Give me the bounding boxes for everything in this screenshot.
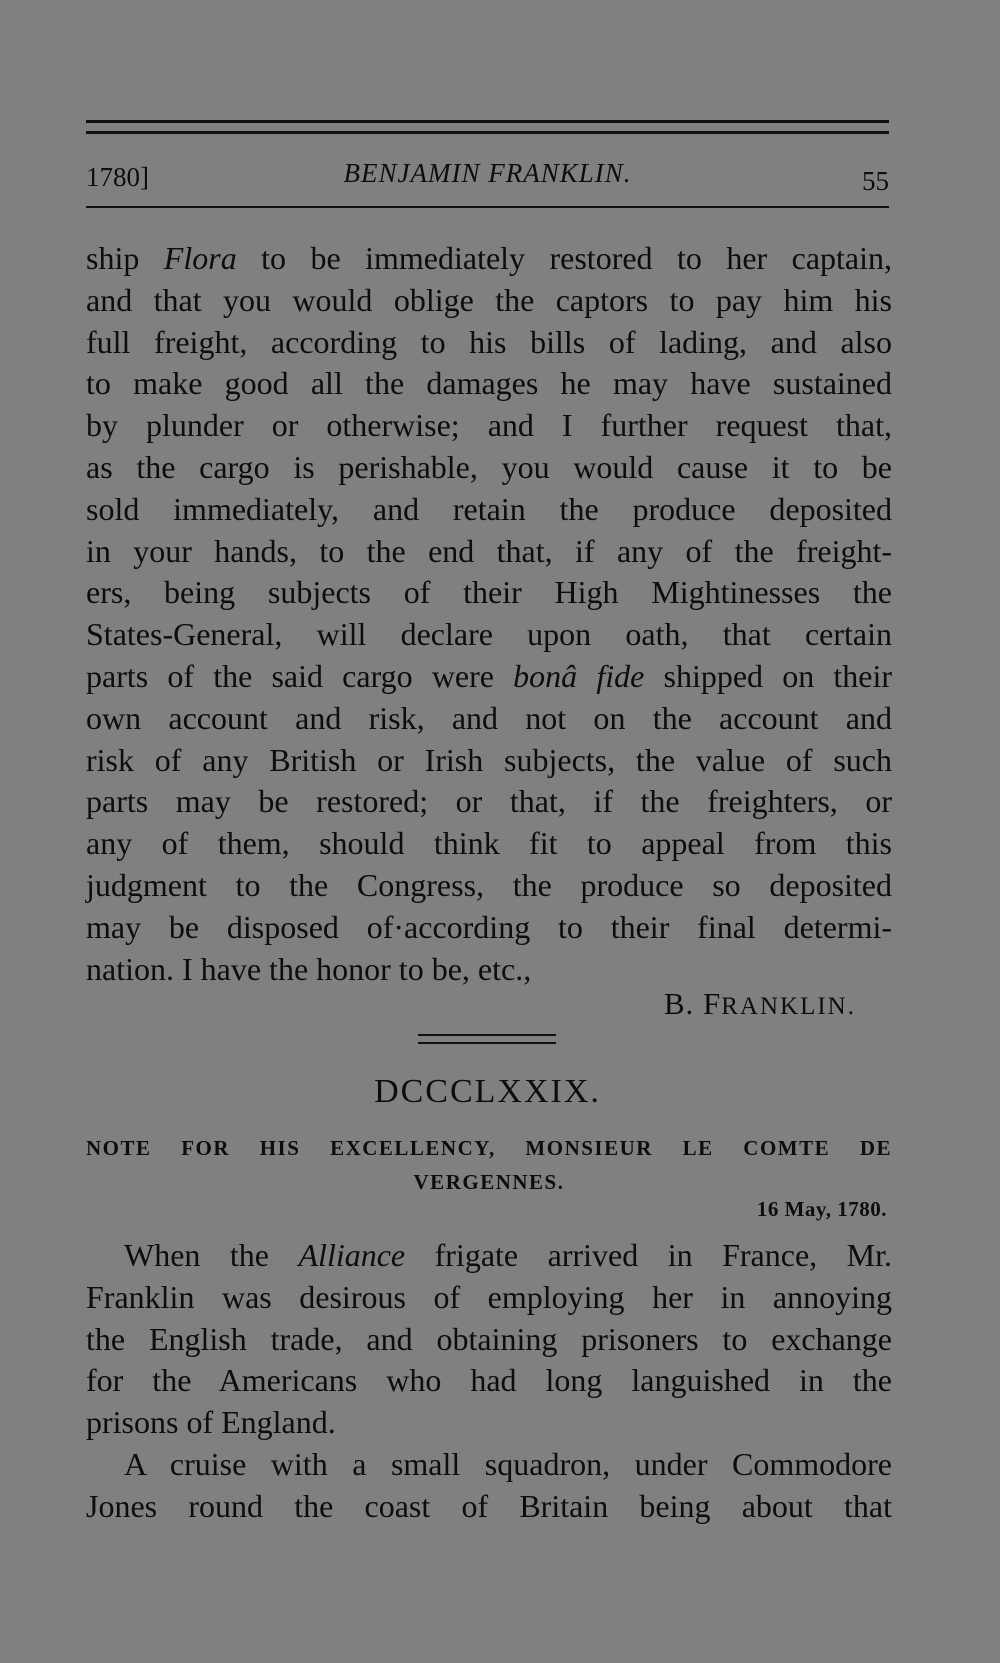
text-run: nation. I have the honor to be, etc., — [86, 950, 532, 987]
text-line — [86, 698, 892, 740]
text-line — [86, 614, 892, 656]
signature — [86, 986, 856, 1022]
text-line — [86, 322, 892, 364]
page-number: 55 — [862, 166, 889, 196]
text-line — [86, 865, 892, 907]
text-line — [86, 489, 892, 531]
text-run: full freight, according to his bills of lading, and also — [86, 323, 892, 360]
document-heading — [86, 1130, 892, 1198]
text-line — [86, 1319, 892, 1361]
text-run: Jones round the coast of Britain being about that — [86, 1487, 892, 1524]
running-head-year: 1780] — [86, 162, 149, 192]
text-run: States-General, will declare upon oath, that certain — [86, 616, 892, 653]
text-run: any of them, should think fit to appeal from this — [86, 825, 892, 862]
text-run: the English trade, and obtaining prisoners to exchange — [86, 1320, 892, 1357]
text-run: frigate arrived in France, Mr. — [405, 1237, 893, 1273]
text-run: by plunder or otherwise; and I further request that, — [86, 407, 892, 444]
text-run: judgment to the Congress, the produce so deposited — [86, 866, 892, 903]
running-head — [86, 158, 889, 198]
text-line — [86, 280, 892, 322]
text-line — [86, 1360, 892, 1402]
text-line — [86, 1235, 892, 1277]
letter-continuation-text — [86, 238, 892, 990]
text-line — [86, 949, 892, 991]
italic-text: Flora — [163, 240, 237, 276]
letter-number: DCCCLXXIX. — [374, 1073, 601, 1110]
text-line — [86, 363, 892, 405]
text-run: to be immediately restored to her captain, — [236, 240, 893, 276]
text-run: to make good all the damages he may have sustained — [86, 365, 892, 402]
text-run: Franklin was desirous of employing her in annoying — [86, 1278, 892, 1315]
signature-surname: RANKLIN. — [721, 993, 856, 1020]
text-line — [86, 1444, 892, 1486]
text-run: own account and risk, and not on the account and — [86, 699, 892, 736]
section-divider-2 — [418, 1042, 556, 1044]
document-date: 16 May, 1780. — [756, 1197, 887, 1221]
text-run: When the — [124, 1237, 299, 1273]
text-line — [86, 238, 892, 280]
text-run: in your hands, to the end that, if any of the freight- — [86, 532, 892, 569]
text-line — [86, 781, 892, 823]
running-head-rule — [86, 206, 889, 208]
text-run: A cruise with a small squadron, under Commodore — [124, 1445, 892, 1482]
top-rule-2 — [86, 131, 889, 134]
text-line — [86, 1277, 892, 1319]
text-line — [86, 531, 892, 573]
text-run: and that you would oblige the captors to pay him his — [86, 281, 892, 318]
text-line — [86, 740, 892, 782]
note-body-text — [86, 1235, 892, 1528]
text-line — [86, 572, 892, 614]
text-line — [86, 823, 892, 865]
italic-text: bonâ fide — [513, 657, 645, 694]
text-run: for the Americans who had long languished in the — [86, 1362, 892, 1399]
signature-initial: B. F — [663, 986, 722, 1021]
text-run: ers, being subjects of their High Mightinesses the — [86, 574, 892, 611]
text-run: prisons of England. — [86, 1404, 336, 1441]
text-run: sold immediately, and retain the produce deposited — [86, 490, 892, 527]
italic-text: Alliance — [298, 1237, 406, 1273]
section-divider-1 — [418, 1034, 556, 1036]
running-head-title: BENJAMIN FRANKLIN. — [343, 158, 632, 188]
text-run: risk of any British or Irish subjects, the value of such — [86, 741, 892, 778]
heading-line-2: VERGENNES. — [413, 1170, 565, 1194]
text-line — [86, 1486, 892, 1528]
text-run: parts of the said cargo were — [86, 657, 514, 694]
text-line — [86, 656, 892, 698]
text-run: as the cargo is perishable, you would cause it to be — [86, 448, 892, 485]
heading-line-1: NOTE FOR HIS EXCELLENCY, MONSIEUR LE COMTE DE — [86, 1136, 892, 1160]
top-rule-1 — [86, 120, 889, 123]
text-line — [86, 447, 892, 489]
text-run: may be disposed of·according to their final determi- — [86, 908, 892, 945]
text-run: shipped on their — [644, 657, 893, 694]
text-line — [86, 405, 892, 447]
text-line — [86, 1402, 892, 1444]
text-run: parts may be restored; or that, if the freighters, or — [86, 783, 892, 820]
text-run: ship — [86, 240, 164, 276]
text-line — [86, 907, 892, 949]
